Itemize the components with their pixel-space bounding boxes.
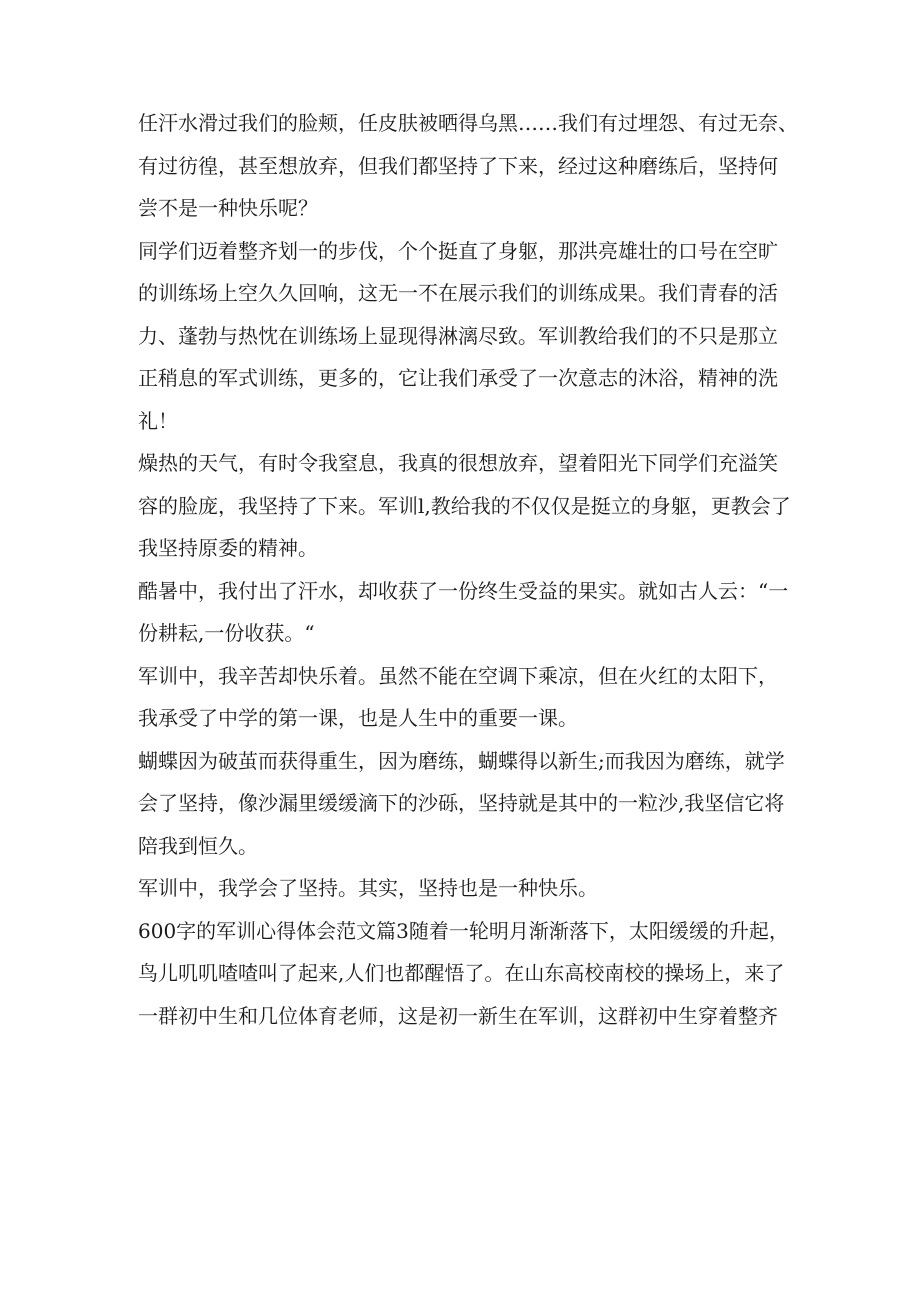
paragraph <box>138 740 818 868</box>
text-line: 会了坚持，像沙漏里缓缓滴下的沙砾，坚持就是其中的一粒沙,我坚信它将 <box>138 791 785 815</box>
text-line: 的训练场上空久久回响，这无一不在展示我们的训练成果。我们青春的活 <box>138 281 778 305</box>
text-line: 力、蓬勃与热忱在训练场上显现得淋漓尽致。军训教给我们的不只是那立 <box>138 323 778 348</box>
text-line: 鸟儿叽叽喳喳叫了起来,人们也都醒悟了。在山东高校南校的操场上，来了 <box>138 961 785 985</box>
text-line: 陪我到恒久。 <box>138 833 258 858</box>
paragraph <box>138 570 818 655</box>
paragraph <box>138 867 818 910</box>
text-line: 一群初中生和几位体育老师，这是初一新生在军训，这群初中生穿着整齐 <box>138 1003 778 1028</box>
paragraph <box>138 655 818 740</box>
text-line: 我承受了中学的第一课，也是人生中的重要一课。 <box>138 706 578 730</box>
text-line: 600字的军训心得体会范文篇3随着一轮明月渐渐落下，太阳缓缓的升起， <box>138 918 789 943</box>
text-line: 有过彷徨，甚至想放弃，但我们都坚持了下来，经过这种磨练后，坚持何 <box>138 153 778 178</box>
text-line: 燥热的天气，有时令我窒息，我真的很想放弃，望着阳光下同学们充溢笑 <box>138 451 778 475</box>
text-line: 尝不是一种快乐呢？ <box>138 196 318 220</box>
text-line: 蝴蝶因为破茧而获得重生，因为磨练，蝴蝶得以新生;而我因为磨练，就学 <box>138 748 785 773</box>
paragraph <box>138 102 818 230</box>
paragraph <box>138 910 818 1038</box>
text-line: 我坚持原委的精神。 <box>138 536 318 560</box>
text-line: 份耕耘,一份收获。“ <box>138 621 315 645</box>
paragraph <box>138 230 818 443</box>
text-line: 军训中，我辛苦却快乐着。虽然不能在空调下乘凉，但在火红的太阳下， <box>138 663 778 688</box>
text-line: 礼！ <box>138 408 178 433</box>
text-line: 同学们迈着整齐划一的步伐，个个挺直了身躯，那洪亮雄壮的口号在空旷 <box>138 238 778 263</box>
text-line: 正稍息的军式训练，更多的，它让我们承受了一次意志的沐浴，精神的洗 <box>138 366 778 390</box>
text-line: 酷暑中，我付出了汗水，却收获了一份终生受益的果实。就如古人云：“一 <box>138 578 789 603</box>
document-body <box>138 102 818 1037</box>
text-line: 容的脸庞，我坚持了下来。军训l,教给我的不仅仅是挺立的身躯，更教会了 <box>138 493 791 518</box>
text-line: 军训中，我学会了坚持。其实，坚持也是一种快乐。 <box>138 876 598 900</box>
paragraph <box>138 442 818 570</box>
text-line: 任汗水滑过我们的脸颊，任皮肤被晒得乌黑……我们有过埋怨、有过无奈、 <box>138 111 798 135</box>
